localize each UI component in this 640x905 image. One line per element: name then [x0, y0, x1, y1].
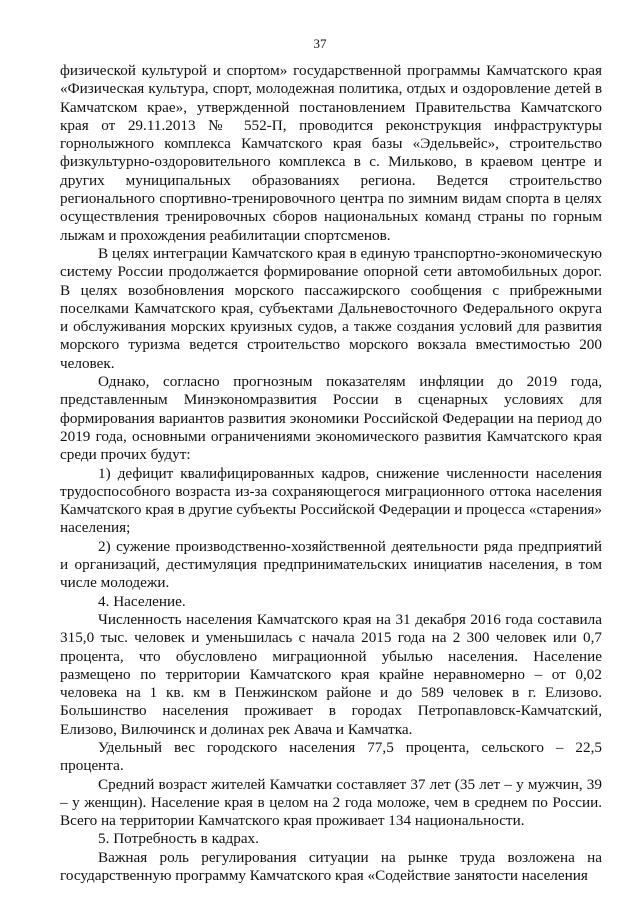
- page-number: 37: [313, 36, 327, 51]
- paragraph-population-size: Численность населения Камчатского края на 31 декабря 2016 года составила 315,0 тыс. человек и уменьшилась с начала 2015 года на 2 300 человек или 0,7 процента, что обусловлено миграционной убылью населения. Население размещено по территории Камчатского края крайне неравномерно – от 0,02 человека на 1 кв. км в Пенжинском районе и до 589 человек в г. Елизово. Большинство населения проживает в городах Петропавловск-Камчатский, Елизово, Вилючинск и долинах рек Авача и Камчатка.: [60, 610, 602, 738]
- document-body: [60, 62, 602, 885]
- section-heading-staffing: 5. Потребность в кадрах.: [98, 830, 259, 848]
- section-heading-population: 4. Население.: [98, 592, 186, 610]
- paragraph-labor-market: Важная роль регулирования ситуации на рынке труда возложена на государственную программу Камчатского края «Содействие занятости населения: [60, 848, 602, 885]
- paragraph-urban-share: Удельный вес городского населения 77,5 процента, сельского – 22,5 процента.: [60, 738, 602, 775]
- list-item-1: 1) дефицит квалифицированных кадров, снижение численности населения трудоспособного возраста из-за сохраняющегося миграционного оттока населения Камчатского края в другие субъекты Российской Федерации и процесса «старения» населения;: [60, 464, 602, 537]
- paragraph-average-age: Средний возраст жителей Камчатки составляет 37 лет (35 лет – у мужчин, 39 – у женщин). Население края в целом на 2 года моложе, чем в среднем по России. Всего на территории Камчатского края проживает 134 национальности.: [60, 775, 602, 830]
- paragraph-transport-integration: В целях интеграции Камчатского края в единую транспортно-экономическую систему России продолжается формирование опорной сети автомобильных дорог. В целях возобновления морского пассажирского сообщения с прибрежными поселками Камчатского края, субъектами Дальневосточного Федерального округа и обслуживания морских круизных судов, а также создания условий для развития морского туризма ведется строительство морского вокзала вместимостью 200 человек.: [60, 244, 602, 372]
- list-item-2: 2) сужение производственно-хозяйственной деятельности ряда предприятий и организаций, дестимуляция предпринимательских инициатив населения, в том числе молодежи.: [60, 537, 602, 592]
- paragraph-economic-constraints: Однако, согласно прогнозным показателям инфляции до 2019 года, представленным Минэкономразвития России в сценарных условиях для формирования вариантов развития экономики Российской Федерации на период до 2019 года, основными ограничениями экономического развития Камчатского края среди прочих будут:: [60, 373, 602, 464]
- paragraph-sport-infrastructure: физической культурой и спортом» государственной программы Камчатского края «Физическая культура, спорт, молодежная политика, отдых и оздоровление детей в Камчатском крае», утвержденной постановлением Правительства Камчатского края от 29.11.2013 № 552-П, проводится реконструкция инфраструктуры горнолыжного комплекса Камчатского края базы «Эдельвейс», строительство физкультурно-оздоровительного комплекса в с. Мильково, в краевом центре и других муниципальных образованиях региона. Ведется строительство регионального спортивно-тренировочного центра по зимним видам спорта в целях осуществления тренировочных сборов национальных команд страны по горным лыжам и прохождения реабилитации спортсменов.: [60, 62, 602, 244]
